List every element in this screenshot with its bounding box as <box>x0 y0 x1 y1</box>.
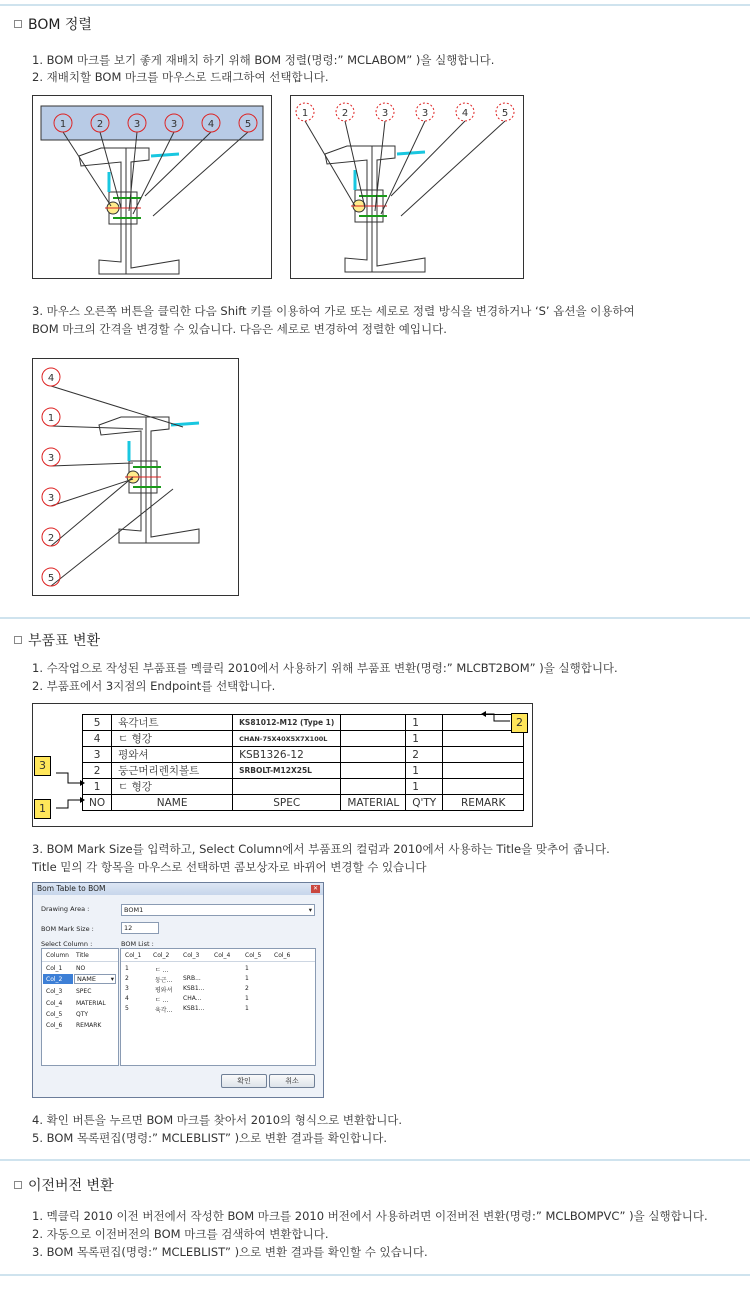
ok-button[interactable]: 확인 <box>221 1074 267 1088</box>
endpoint-tag: 3 <box>34 756 51 776</box>
mark-size-label: BOM Mark Size : <box>41 925 94 933</box>
bom-mark-number: 1 <box>47 413 55 424</box>
table-row: 4 ㄷ 형강 CHAN-75X40X5X7X100L 1 <box>83 731 524 747</box>
endpoint-tag: 2 <box>511 713 528 733</box>
bom-mark-number: 3 <box>133 119 141 130</box>
table-row: 2 둥근머리렌치볼트 SRBOLT-M12X25L 1 <box>83 763 524 779</box>
text-line: 1. 수작업으로 작성된 부품표를 멕클릭 2010에서 사용하기 위해 부품표 변환(명령:” MLCBT2BOM” )을 실행합니다. <box>32 661 618 675</box>
chevron-down-icon: ▾ <box>308 906 312 914</box>
bom-mark-number: 4 <box>207 119 215 130</box>
text-line: 5. BOM 목록편집(명령:” MCLEBLIST” )으로 변환 결과를 확인합니다. <box>32 1131 387 1145</box>
figure-bom-after <box>290 95 524 279</box>
bom-mark-number: 3 <box>421 108 429 119</box>
title-combo[interactable]: NAME ▾ <box>74 974 116 984</box>
leader-line <box>391 121 465 196</box>
drawing-area-select[interactable]: BOM1 ▾ <box>121 904 315 916</box>
bom-mark-number: 3 <box>47 453 55 464</box>
section-divider <box>0 617 750 619</box>
leader-line <box>51 489 173 586</box>
drawing-area-label: Drawing Area : <box>41 905 90 913</box>
bom-list-label: BOM List : <box>121 940 154 948</box>
table-row: 3 평와셔 KSB1326-12 2 <box>83 747 524 763</box>
bom-mark-number: 3 <box>47 493 55 504</box>
text-line: BOM 마크의 간격을 변경할 수 있습니다. 다음은 세로로 변경하여 정렬한 예입니다. <box>32 322 447 336</box>
endpoint-arrows <box>32 703 531 825</box>
section-divider <box>0 1159 750 1161</box>
mark-size-input[interactable]: 12 <box>121 922 159 934</box>
text-line: 3. 마우스 오른쪽 버튼을 클릭한 다음 Shift 키를 이용하여 가로 또는 세로로 정렬 방식을 변경하거나 ‘S’ 옵션을 이용하여 <box>32 304 635 318</box>
leader-line <box>133 132 174 214</box>
text-line: 2. 부품표에서 3지점의 Endpoint를 선택합니다. <box>32 679 276 693</box>
bom-list-grid[interactable]: Col_1 Col_2 Col_3 Col_4 Col_5 Col_6 1 ㄷ ... 1 2 둥근... SRB... 1 3 평와셔 KSB1... 2 4 ㄷ ... CHA... 1 5 육각... KSB1... 1 <box>120 948 316 1066</box>
bom-mark-number: 1 <box>59 119 67 130</box>
bottom-divider <box>0 1274 750 1276</box>
bom-mark-number: 2 <box>341 108 349 119</box>
bom-mark-number: 2 <box>96 119 104 130</box>
text-line: 3. BOM Mark Size를 입력하고, Select Column에서 부품표의 컬럼과 2010에서 사용하는 Title을 맞추어 줍니다. <box>32 842 610 856</box>
bom-mark-number: 4 <box>461 108 469 119</box>
table-row: 1 ㄷ 형강 1 <box>83 779 524 795</box>
leader-line <box>51 479 133 506</box>
bom-mark-number: 3 <box>381 108 389 119</box>
leader-line <box>129 132 137 211</box>
section-title-legacy-convert: 이전버전 변환 <box>14 1175 114 1195</box>
section-title-bom-align: BOM 정렬 <box>14 14 92 34</box>
section-title-bom-convert: 부품표 변환 <box>14 630 100 650</box>
leader-line <box>145 132 211 196</box>
bom-mark-number: 4 <box>47 373 55 384</box>
leader-line <box>401 121 505 216</box>
leader-line <box>51 463 133 466</box>
bom-mark-number: 5 <box>501 108 509 119</box>
figure-bom-before <box>32 95 272 279</box>
table-header: NO NAME SPEC MATERIAL Q'TY REMARK <box>83 795 524 811</box>
bom-mark-number: 2 <box>47 533 55 544</box>
chevron-down-icon: ▾ <box>110 975 114 983</box>
text-line: 2. 재배치할 BOM 마크를 마우스로 드래그하여 선택합니다. <box>32 70 329 84</box>
dimension-line <box>397 152 425 154</box>
bom-mark-number: 1 <box>301 108 309 119</box>
leader-line <box>51 477 133 546</box>
text-line: 4. 확인 버튼을 누르면 BOM 마크를 찾아서 2010의 형식으로 변환합니다. <box>32 1113 403 1127</box>
leader-line <box>51 426 143 429</box>
figure-bom-vertical <box>32 358 239 596</box>
text-line: 3. BOM 목록편집(명령:” MCLEBLIST” )으로 변환 결과를 확인할 수 있습니다. <box>32 1245 428 1259</box>
bullet-icon <box>14 20 22 28</box>
dialog-titlebar: Bom Table to BOM <box>33 883 323 895</box>
text-line: 1. BOM 마크를 보기 좋게 재배치 하기 위해 BOM 정렬(명령:” MCLABOM” )을 실행합니다. <box>32 53 495 67</box>
bom-mark-number: 3 <box>170 119 178 130</box>
dimension-line <box>151 154 179 156</box>
bom-table-to-bom-dialog <box>32 882 324 1098</box>
text-line: Title 밑의 각 항목을 마우스로 선택하면 콤보상자로 바뀌어 변경할 수 있습니다 <box>32 860 427 874</box>
leader-line <box>100 132 121 208</box>
endpoint-tag: 1 <box>34 799 51 819</box>
text-line: 2. 자동으로 이전버전의 BOM 마크를 검색하여 변환합니다. <box>32 1227 329 1241</box>
leader-line <box>51 386 183 427</box>
top-divider <box>0 4 750 6</box>
text-line: 1. 멕클릭 2010 이전 버전에서 작성한 BOM 마크를 2010 버전에서 사용하려면 이전버전 변환(명령:” MCLBOMPVC” )을 실행합니다. <box>32 1209 708 1223</box>
beam-outline <box>99 417 199 543</box>
bom-mark-number: 5 <box>47 573 55 584</box>
leader-line <box>63 132 111 206</box>
select-column-label: Select Column : <box>41 940 93 948</box>
close-icon[interactable]: ✕ <box>312 885 319 892</box>
bullet-icon <box>14 636 22 644</box>
select-column-grid[interactable]: Column Title Col_1 NO Col_2 NAME ▾ Col_3 SPEC Col_4 MATERIAL Col_5 QTY Col_6 REMARK <box>41 948 119 1066</box>
bom-mark-number: 5 <box>244 119 252 130</box>
table-row: 5 육각너트 KS81012-M12 (Type 1) 1 <box>83 715 524 731</box>
cancel-button[interactable]: 취소 <box>269 1074 315 1088</box>
bullet-icon <box>14 1181 22 1189</box>
